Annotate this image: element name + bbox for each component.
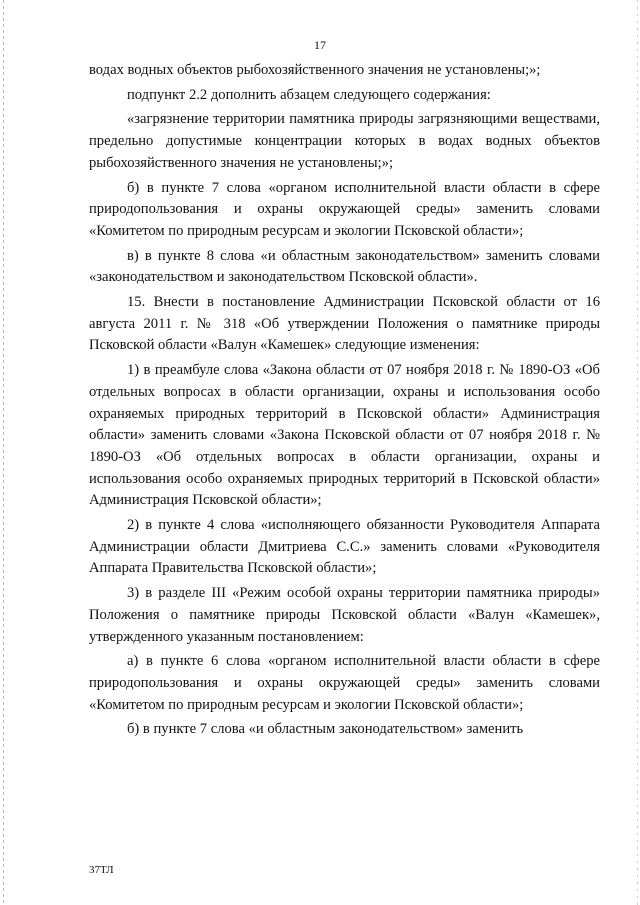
paragraph-continuation: водах водных объектов рыбохозяйственного значения не установлены;»;	[89, 62, 541, 78]
document-text-body	[89, 60, 600, 744]
paragraph-item-b-point-7-continued: б) в пункте 7 слова «и областным законодательством» заменить	[127, 721, 524, 738]
paragraph-subpoint-2-2: подпункт 2.2 дополнить абзацем следующего содержания:	[127, 86, 491, 103]
footer-document-code: 37ТЛ	[89, 864, 114, 876]
paragraph-quoted-addition: «загрязнение территории памятника природы загрязняющими веществами, предельно допустимые концентрации которых в водах водных объектов рыбохозяйственного значения не установлены;»;	[89, 111, 600, 171]
scan-edge-right	[637, 0, 638, 905]
paragraph-section-15: 15. Внести в постановление Администрации Псковской области от 16 августа 2011 г. № 318 «Об утверждении Положения о памятнике природы Псковской области «Валун «Камешек» следующие изменения:	[89, 294, 600, 354]
scan-edge-left	[3, 0, 4, 905]
paragraph-item-3-section-iii: 3) в разделе III «Режим особой охраны территории памятника природы» Положения о памятнике природы Псковской области «Валун «Камешек», утвержденного указанным постановлением:	[89, 585, 600, 645]
paragraph-item-2-point-4: 2) в пункте 4 слова «исполняющего обязанности Руководителя Аппарата Администрации области Дмитриева С.С.» заменить словами «Руководителя Аппарата Правительства Псковской области»;	[89, 517, 600, 577]
page-number: 17	[314, 38, 326, 52]
paragraph-item-v-point-8: в) в пункте 8 слова «и областным законодательством» заменить словами «законодательством и законодательством Псковской области».	[89, 247, 600, 286]
paragraph-item-b-point-7: б) в пункте 7 слова «органом исполнительной власти области в сфере природопользования и охраны окружающей среды» заменить словами «Комитетом по природным ресурсам и экологии Псковской области»;	[89, 179, 600, 239]
paragraph-item-1-preamble: 1) в преамбуле слова «Закона области от 07 ноября 2018 г. № 1890-ОЗ «Об отдельных вопросах в области организации, охраны и использования особо охраняемых природных территорий в Псковской области» Администрация области» заменить словами «Закона Псковской области от 07 ноября 2018 г. № 1890-ОЗ «Об отдельных вопросах в области организации, охраны и использования особо охраняемых природных территорий в Псковской области» Администрация Псковской области»;	[89, 362, 600, 509]
paragraph-item-a-point-6: а) в пункте 6 слова «органом исполнительной власти области в сфере природопользования и охраны окружающей среды» заменить словами «Комитетом по природным ресурсам и экологии Псковской области»;	[89, 653, 600, 713]
